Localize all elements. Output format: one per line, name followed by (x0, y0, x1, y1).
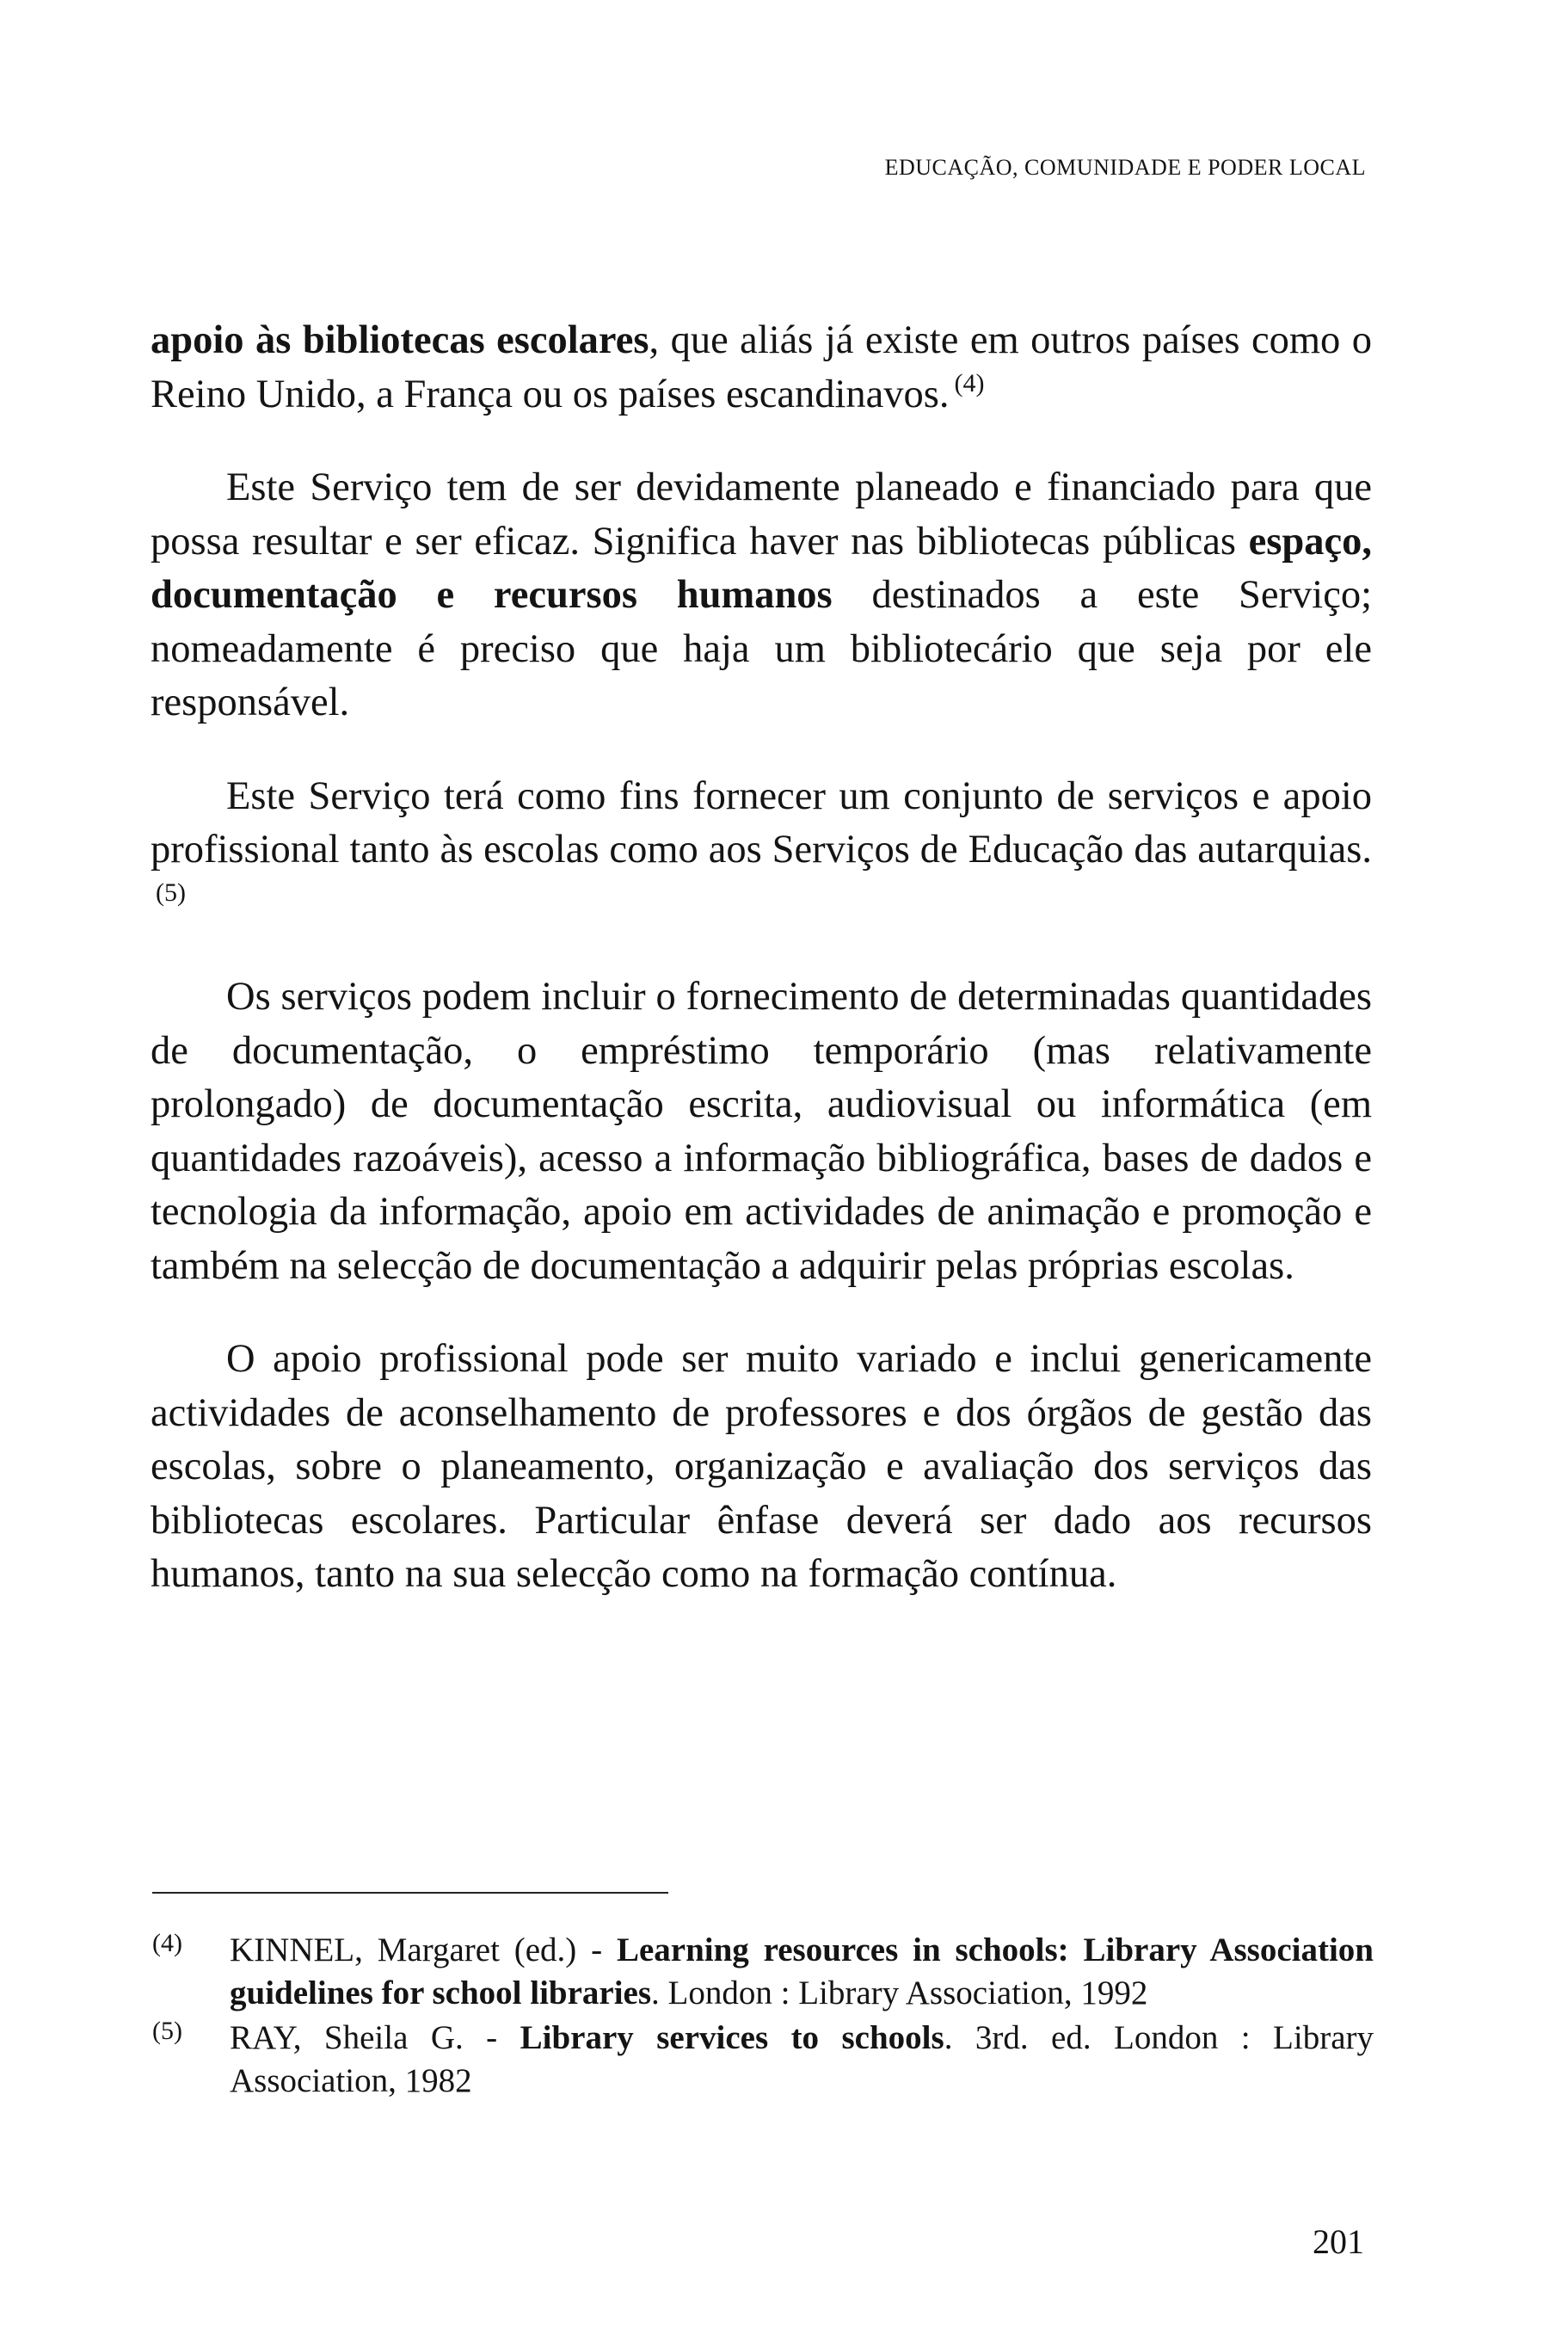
footnote-author: KINNEL, Margaret (ed.) - (230, 1931, 617, 1968)
footnote-publication: . London : Library Association, 1992 (651, 1974, 1148, 2011)
paragraph-4 (151, 970, 1372, 1293)
paragraph-3 (151, 770, 1372, 932)
footnotes (152, 1929, 1374, 2104)
paragraph-5 (151, 1333, 1372, 1602)
footnote-reference-5[interactable]: (5) (156, 878, 186, 907)
running-header: EDUCAÇÃO, COMUNIDADE E PODER LOCAL (884, 155, 1366, 180)
footnote-author: RAY, Sheila G. - (230, 2019, 520, 2056)
paragraph-text: , que aliás já existe em outros países como o Reino Unido, a França ou os países escandinavos. (151, 318, 1372, 416)
footnote-title: Learning resources in schools: Library Association guidelines for school libraries (230, 1931, 1374, 2011)
footnote-4 (152, 1929, 1374, 2014)
paragraph-1 (151, 314, 1372, 422)
paragraph-text: destinados a este Serviço; nomeadamente é preciso que haja um bibliotecário que seja por ele responsável. (151, 573, 1373, 724)
footnote-number: (4) (152, 1929, 182, 1957)
footnote-number: (5) (152, 2017, 182, 2045)
paragraph-text: Este Serviço terá como fins fornecer um conjunto de serviços e apoio profissional tanto às escolas como aos Serviços de Educação das autarquias. (151, 773, 1372, 872)
footnote-5 (152, 2017, 1374, 2102)
bold-phrase: apoio às bibliotecas escolares (151, 318, 649, 362)
body-text (151, 314, 1372, 1642)
footnote-title: Library services to schools (520, 2019, 944, 2056)
footnote-publication: . 3rd. ed. London : Library Association, 1982 (230, 2019, 1374, 2099)
footnote-divider (152, 1892, 668, 1894)
paragraph-text: Os serviços podem incluir o fornecimento de determinadas quantidades de documentação, o empréstimo temporário (mas relativamente prolongado) de documentação escrita, audiovisual ou informática (em quantidades razoáveis), acesso a informação bibliográfica, bases de dados e tecnologia da informação, apoio em actividades de animação e promoção e também na selecção de documentação a adquirir pelas próprias escolas. (151, 975, 1372, 1288)
bold-phrase: espaço, documentação e recursos humanos (151, 519, 1372, 617)
paragraph-text: Este Serviço tem de ser devidamente planeado e financiado para que possa resultar e ser eficaz. Significa haver nas bibliotecas públicas (151, 465, 1372, 564)
paragraph-text: O apoio profissional pode ser muito variado e inclui genericamente actividades de aconselhamento de professores e dos órgãos de gestão das escolas, sobre o planeamento, organização e avaliação dos serviços das bibliotecas escolares. Particular ênfase deverá ser dado aos recursos humanos, tanto na sua selecção como na formação contínua. (151, 1337, 1372, 1596)
paragraph-2 (151, 461, 1372, 730)
footnote-reference-4[interactable]: (4) (954, 368, 985, 397)
page-number: 201 (1313, 2222, 1364, 2261)
